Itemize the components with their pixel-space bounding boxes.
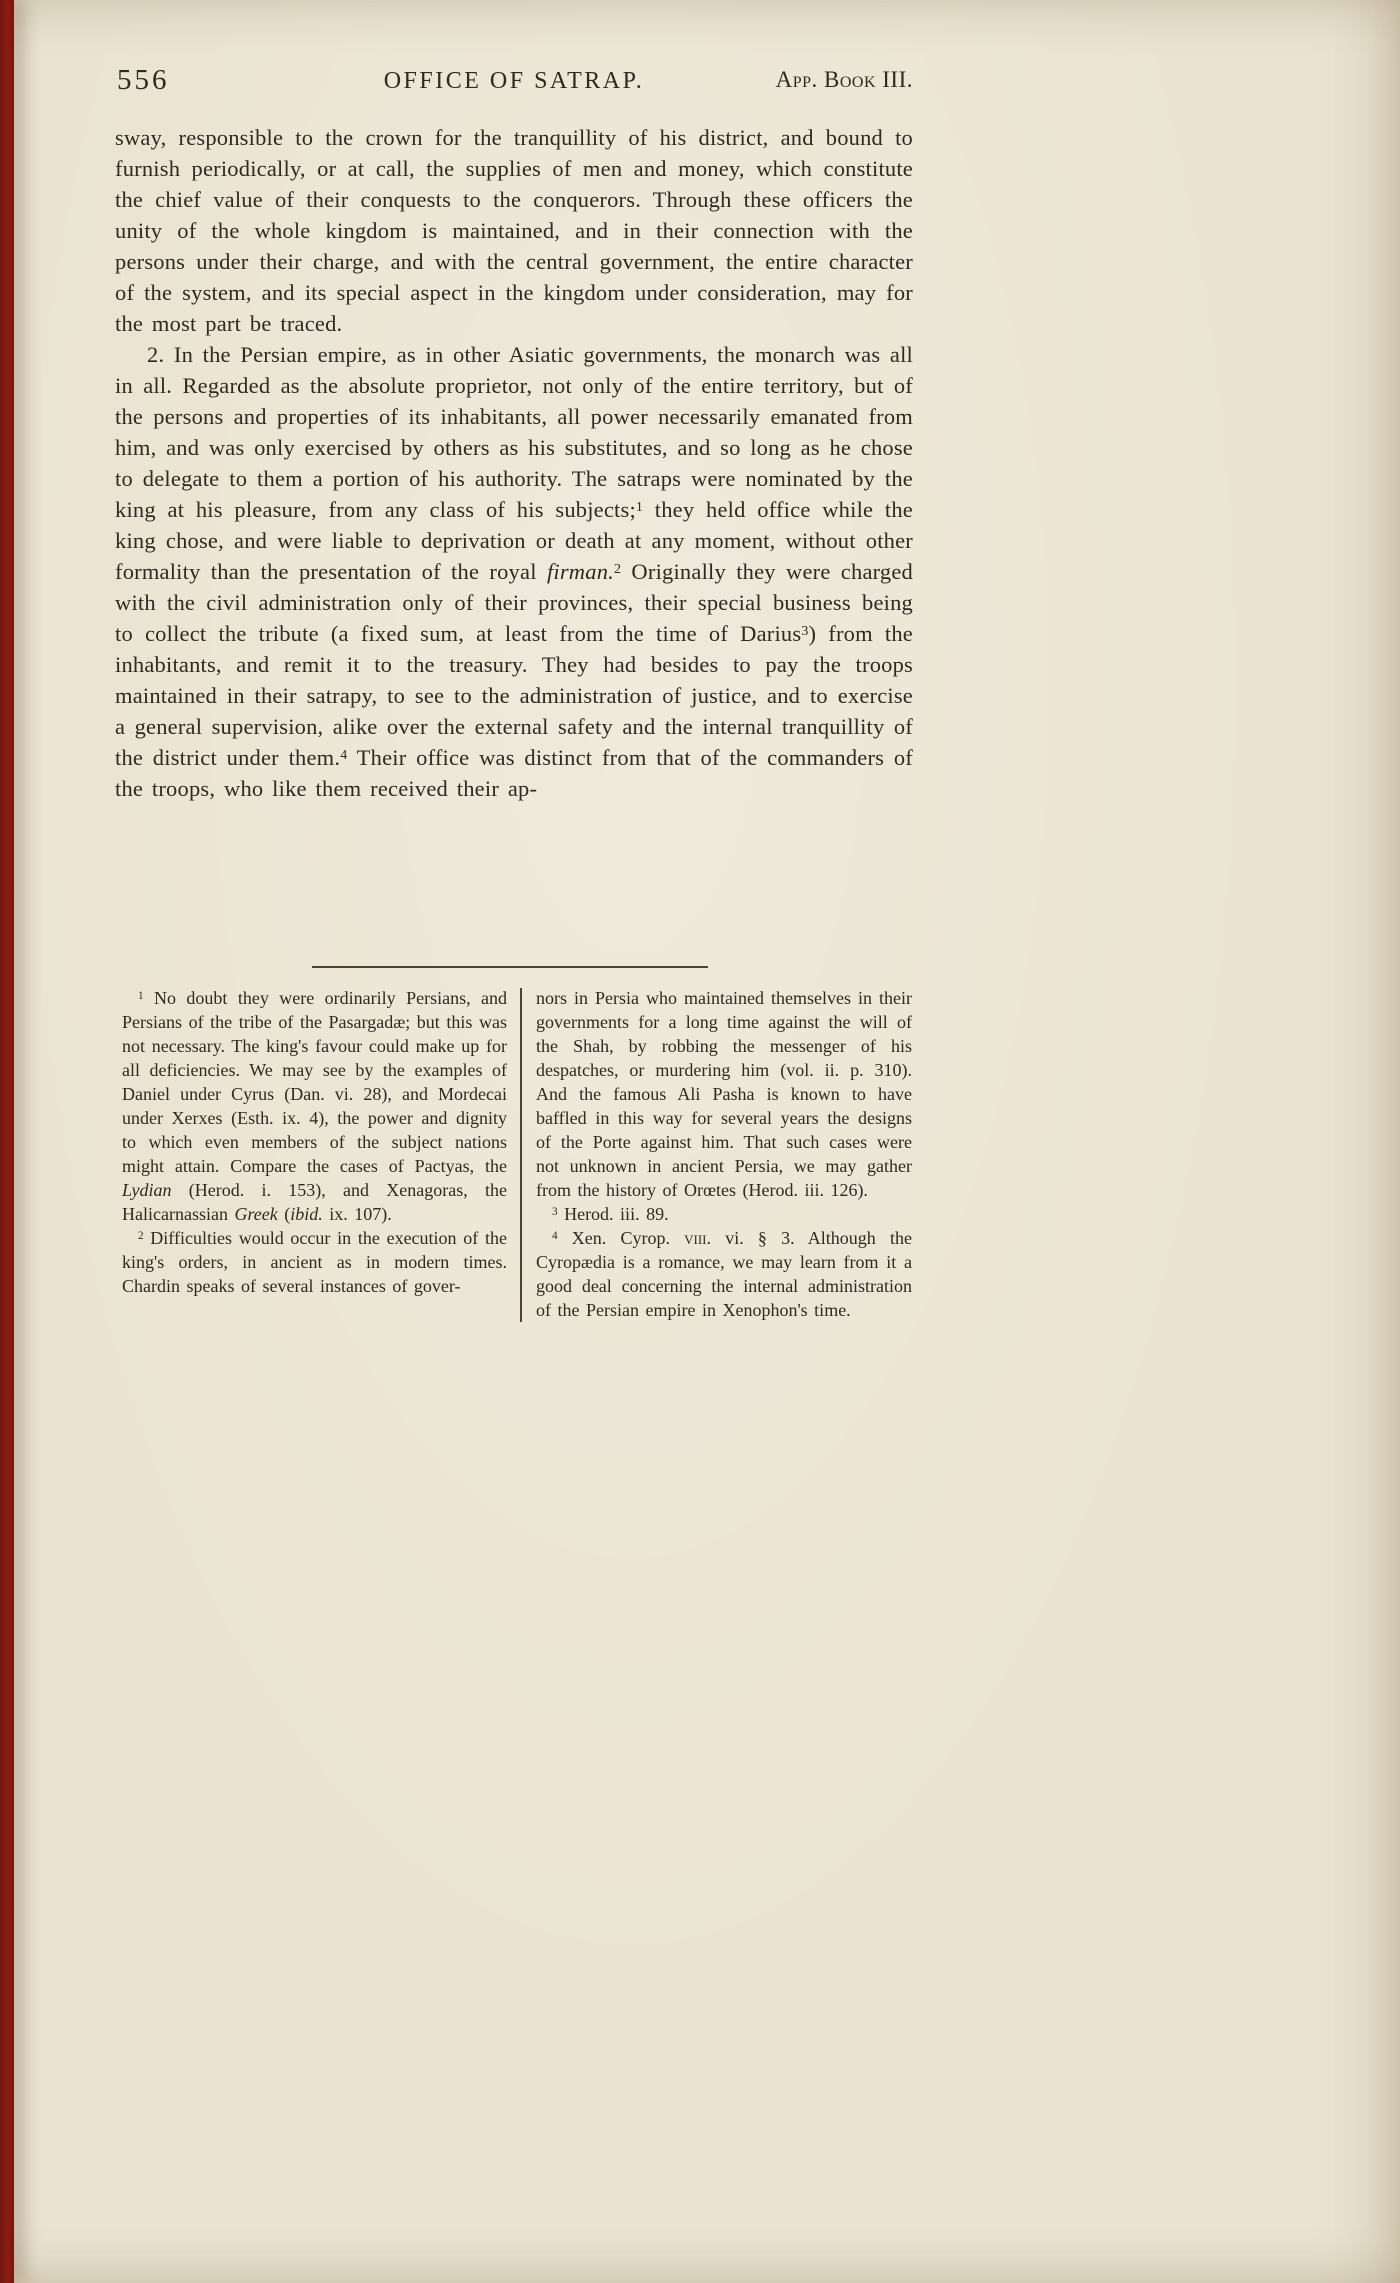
footnote-2: $^2$ Difficulties would occur in the execution of the king's orders, in ancient as in modern times. Chardin speaks of several instances of gover- xyxy=(122,1228,507,1296)
book-spine-edge xyxy=(0,0,14,2283)
footnote-separator-rule xyxy=(312,966,708,968)
book-reference: App. Book III. xyxy=(775,67,913,92)
footnote-column-right xyxy=(536,986,912,1322)
body-paragraph-2: 2. In the Persian empire, as in other Asiatic governments, the monarch was all in all. Regarded as the absolute proprietor, not only of the entire territory, but of the persons and properties of its inhabitants, all power necessarily emanated from him, and was only exercised by others as his substitutes, and so long as he chose to delegate to them a portion of his authority. The satraps were nominated by the king at his pleasure, from any class of his subjects;$^1$ they held office while the king chose, and were liable to deprivation or death at any moment, without other formality than the presentation of the royal firman.$^2$ Originally they were charged with the civil administration only of their provinces, their special business being to collect the tribute (a fixed sum, at least from the time of Darius$^3$) from the inhabitants, and remit it to the treasury. They had besides to pay the troops maintained in their satrapy, to see to the administration of justice, and to exercise a general supervision, alike over the external safety and the internal tranquillity of the district under them.$^4$ Their office was distinct from that of the commanders of the troops, who like them received their ap- xyxy=(115,342,913,801)
page-header xyxy=(115,64,913,104)
footnote-1: $^1$ No doubt they were ordinarily Persians, and Persians of the tribe of the Pasargadæ; but this was not necessary. The king's favour could make up for all deficiencies. We may see by the examples of Daniel under Cyrus (Dan. vi. 28), and Mordecai under Xerxes (Esth. ix. 4), the power and dignity to which even members of the subject nations might attain. Compare the cases of Pactyas, the Lydian (Herod. i. 153), and Xenagoras, the Halicarnassian Greek (ibid. ix. 107). xyxy=(122,988,507,1224)
body-paragraph-1: sway, responsible to the crown for the tranquillity of his district, and bound to furnish periodically, or at call, the supplies of men and money, which constitute the chief value of their conquests to the conquerors. Through these officers the unity of the whole kingdom is maintained, and in their connection with the persons under their charge, and with the central government, the entire character of the system, and its special aspect in the kingdom under consideration, may for the most part be traced. xyxy=(115,125,913,336)
page-number: 556 xyxy=(117,64,170,96)
footnote-column-left xyxy=(122,986,507,1322)
footnote-3: $^3$ Herod. iii. 89. xyxy=(552,1204,669,1224)
footnote-4: $^4$ Xen. Cyrop. viii. vi. § 3. Although the Cyropædia is a romance, we may learn from it a good deal concerning the internal administration of the Persian empire in Xenophon's time. xyxy=(536,1228,912,1320)
body-text xyxy=(115,122,913,804)
footnote-2-continuation: nors in Persia who maintained themselves in their governments for a long time against the will of the Shah, by robbing the messenger of his despatches, or murdering him (vol. ii. p. 310). And the famous Ali Pasha is known to have baffled in this way for several years the designs of the Porte against him. That such cases were not unknown in ancient Persia, we may gather from the history of Orœtes (Herod. iii. 126). xyxy=(536,988,912,1200)
footnotes-section xyxy=(122,986,912,1322)
footnote-column-divider xyxy=(520,988,522,1322)
running-title: OFFICE OF SATRAP. xyxy=(383,68,645,94)
